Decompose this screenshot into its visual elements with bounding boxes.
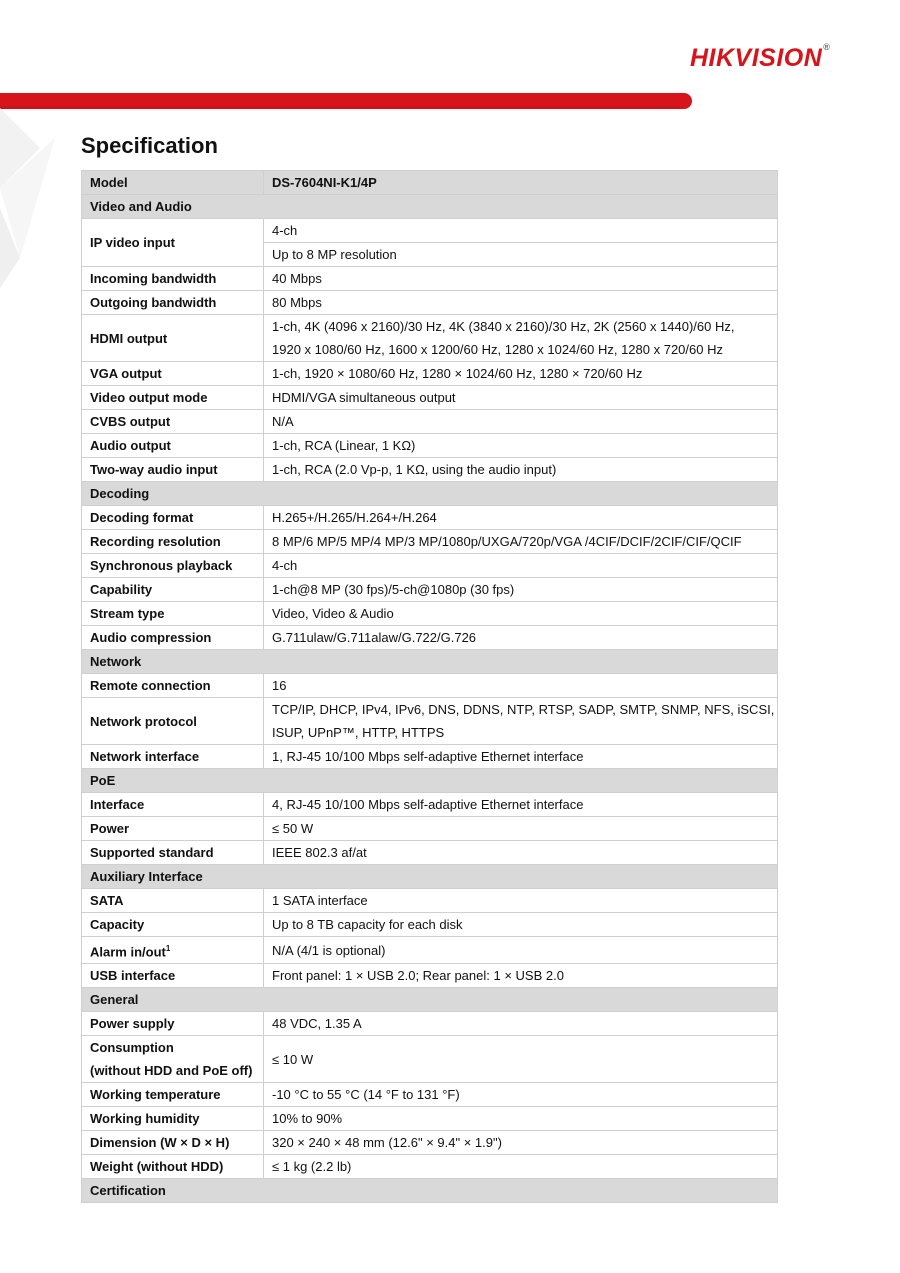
row-value <box>264 291 778 315</box>
section-header-row <box>82 769 778 793</box>
row-label <box>82 937 264 964</box>
row-value <box>264 602 778 626</box>
row-label-text: Decoding format <box>90 510 194 525</box>
table-row <box>82 889 778 913</box>
row-value <box>264 889 778 913</box>
page-title: Specification <box>81 133 218 158</box>
table-row <box>82 554 778 578</box>
row-label <box>82 1131 264 1155</box>
section-title: Network <box>82 650 778 674</box>
row-label-text: Network protocol <box>90 713 197 729</box>
row-value-line: Front panel: 1 × USB 2.0; Rear panel: 1 × USB 2.0 <box>272 968 564 984</box>
section-title: Certification <box>82 1179 778 1203</box>
header-band-shadow <box>0 106 680 112</box>
row-label <box>82 530 264 554</box>
section-title: PoE <box>82 769 778 793</box>
section-title: Decoding <box>82 482 778 506</box>
row-value <box>264 626 778 650</box>
row-value-line: 1, RJ-45 10/100 Mbps self-adaptive Ethernet interface <box>272 749 584 764</box>
table-row <box>82 913 778 937</box>
row-value-line: HDMI/VGA simultaneous output <box>272 390 456 405</box>
table-row <box>82 506 778 530</box>
section-header-row <box>82 650 778 674</box>
footnote-marker: 1 <box>165 944 171 953</box>
row-label-text: Power supply <box>90 1016 175 1032</box>
row-value-line: G.711ulaw/G.711alaw/G.722/G.726 <box>272 630 477 645</box>
row-value <box>264 530 778 554</box>
table-row <box>82 698 778 745</box>
row-label-text: Stream type <box>90 606 165 621</box>
row-label-text: Power <box>90 821 130 836</box>
row-value <box>264 315 778 362</box>
row-label <box>82 578 264 602</box>
row-value-line: 1-ch, 4K (4096 x 2160)/30 Hz, 4K (3840 x 2160)/30 Hz, 2K (2560 x 1440)/60 Hz, <box>272 319 735 334</box>
row-value <box>264 674 778 698</box>
row-label-text: Incoming bandwidth <box>90 271 217 286</box>
row-value-line: TCP/IP, DHCP, IPv4, IPv6, DNS, DDNS, NTP, RTSP, SADP, SMTP, SNMP, NFS, iSCSI, <box>272 702 775 717</box>
row-value <box>264 267 778 291</box>
row-value: Up to 8 MP resolution <box>264 243 778 267</box>
table-row <box>82 841 778 865</box>
section-header-row <box>82 1179 778 1203</box>
row-value: 4-ch <box>264 219 778 243</box>
hikvision-logo <box>690 44 830 73</box>
table-header-row <box>82 171 778 195</box>
row-value-line: N/A (4/1 is optional) <box>272 942 386 958</box>
table-row <box>82 1131 778 1155</box>
section-header-row <box>82 482 778 506</box>
row-label-text: Remote connection <box>90 678 211 693</box>
section-title: General <box>82 988 778 1012</box>
row-label-text: HDMI output <box>90 330 168 346</box>
row-label-text: Audio output <box>90 438 171 453</box>
row-label <box>82 602 264 626</box>
row-label <box>82 841 264 865</box>
table-row <box>82 937 778 964</box>
table-row <box>82 267 778 291</box>
row-label-text: Audio compression <box>90 630 212 645</box>
table-row <box>82 362 778 386</box>
row-value-line: 8 MP/6 MP/5 MP/4 MP/3 MP/1080p/UXGA/720p/VGA /4CIF/DCIF/2CIF/CIF/QCIF <box>272 534 742 549</box>
row-value <box>264 506 778 530</box>
row-value <box>264 793 778 817</box>
row-label-text: Supported standard <box>90 845 214 860</box>
row-label-text: Dimension (W × D × H) <box>90 1135 230 1151</box>
row-label-text: Network interface <box>90 749 200 764</box>
row-label <box>82 817 264 841</box>
row-label-text: Synchronous playback <box>90 558 233 573</box>
row-value <box>264 1131 778 1155</box>
row-label <box>82 889 264 913</box>
spec-table <box>81 170 778 1203</box>
table-row <box>82 291 778 315</box>
row-value-line: 4-ch <box>272 558 298 573</box>
row-value <box>264 410 778 434</box>
table-row <box>82 745 778 769</box>
row-label-text: Recording resolution <box>90 534 221 549</box>
row-label-text: Capacity <box>90 917 145 932</box>
row-value-line: 40 Mbps <box>272 271 322 286</box>
row-label-text: Capability <box>90 582 153 597</box>
row-label: IP video input <box>82 219 264 267</box>
table-row <box>82 602 778 626</box>
row-value-line: Up to 8 TB capacity for each disk <box>272 917 463 932</box>
row-value-line: 10% to 90% <box>272 1111 343 1127</box>
row-value <box>264 841 778 865</box>
row-label <box>82 315 264 362</box>
row-value-line: 320 × 240 × 48 mm (12.6" × 9.4" × 1.9") <box>272 1135 502 1151</box>
row-value-line: ≤ 50 W <box>272 821 314 836</box>
table-row <box>82 530 778 554</box>
table-row <box>82 434 778 458</box>
row-label-text: Outgoing bandwidth <box>90 295 217 310</box>
row-value-line: Video, Video & Audio <box>272 606 394 621</box>
section-header-row <box>82 988 778 1012</box>
row-value <box>264 964 778 988</box>
row-label <box>82 626 264 650</box>
row-label <box>82 1036 264 1083</box>
table-row <box>82 458 778 482</box>
model-label: Model <box>82 171 264 195</box>
row-value <box>264 578 778 602</box>
row-value <box>264 937 778 964</box>
row-value <box>264 386 778 410</box>
row-value-line: N/A <box>272 414 294 429</box>
row-label-text: Alarm in/out <box>90 944 166 960</box>
row-value-line: 1-ch@8 MP (30 fps)/5-ch@1080p (30 fps) <box>272 582 515 597</box>
row-label-text: Weight (without HDD) <box>90 1159 224 1175</box>
section-title: Video and Audio <box>82 195 778 219</box>
row-value-line: H.265+/H.265/H.264+/H.264 <box>272 510 437 525</box>
row-label <box>82 1012 264 1036</box>
row-value <box>264 1155 778 1179</box>
row-value <box>264 1107 778 1131</box>
row-value-line: 1-ch, RCA (Linear, 1 KΩ) <box>272 438 416 453</box>
registered-mark: ® <box>823 42 831 52</box>
row-label <box>82 506 264 530</box>
table-row <box>82 578 778 602</box>
row-label <box>82 291 264 315</box>
row-label-text-line2: (without HDD and PoE off) <box>90 1063 253 1079</box>
row-value-line: 16 <box>272 678 287 693</box>
row-value-line: 48 VDC, 1.35 A <box>272 1016 362 1032</box>
row-label-text: USB interface <box>90 968 176 984</box>
row-value-line: 1-ch, RCA (2.0 Vp-p, 1 KΩ, using the audio input) <box>272 462 557 477</box>
table-row <box>82 626 778 650</box>
table-row <box>82 315 778 362</box>
row-value-line: 1 SATA interface <box>272 893 368 908</box>
row-value <box>264 913 778 937</box>
row-label-text: SATA <box>90 893 124 908</box>
row-label <box>82 362 264 386</box>
row-value <box>264 1012 778 1036</box>
table-row <box>82 386 778 410</box>
row-value <box>264 362 778 386</box>
row-label <box>82 458 264 482</box>
row-label-text: CVBS output <box>90 414 171 429</box>
row-label <box>82 554 264 578</box>
row-value <box>264 458 778 482</box>
row-label <box>82 745 264 769</box>
row-label <box>82 1107 264 1131</box>
section-title: Auxiliary Interface <box>82 865 778 889</box>
row-label <box>82 913 264 937</box>
row-value <box>264 1083 778 1107</box>
row-label-text: Consumption <box>90 1040 174 1056</box>
row-label-text: Working temperature <box>90 1087 221 1103</box>
row-value <box>264 817 778 841</box>
row-value <box>264 434 778 458</box>
row-label <box>82 1155 264 1179</box>
table-row <box>82 964 778 988</box>
section-header-row <box>82 195 778 219</box>
row-value <box>264 1036 778 1083</box>
row-value-line: 4, RJ-45 10/100 Mbps self-adaptive Ethernet interface <box>272 797 584 812</box>
table-row <box>82 1083 778 1107</box>
table-row <box>82 1107 778 1131</box>
row-label <box>82 674 264 698</box>
row-label <box>82 386 264 410</box>
table-row <box>82 1155 778 1179</box>
row-value-line: 80 Mbps <box>272 295 322 310</box>
table-row <box>82 1036 778 1083</box>
table-row <box>82 817 778 841</box>
decorative-triangles <box>0 108 80 288</box>
row-label-text: Interface <box>90 797 145 812</box>
row-label-text: VGA output <box>90 366 162 381</box>
row-label <box>82 793 264 817</box>
table-row <box>82 1012 778 1036</box>
row-value-line: ISUP, UPnP™, HTTP, HTTPS <box>272 725 445 740</box>
row-value-line: ≤ 10 W <box>272 1051 314 1067</box>
table-row <box>82 793 778 817</box>
row-value-line: IEEE 802.3 af/at <box>272 845 367 860</box>
row-value-line: ≤ 1 kg (2.2 lb) <box>272 1159 352 1175</box>
row-label-text: Video output mode <box>90 390 208 405</box>
model-value: DS-7604NI-K1/4P <box>264 171 778 195</box>
row-label <box>82 1083 264 1107</box>
row-label-text: Two-way audio input <box>90 462 218 477</box>
row-value <box>264 745 778 769</box>
table-row <box>82 410 778 434</box>
table-row <box>82 219 778 243</box>
row-label <box>82 698 264 745</box>
row-label-text: Working humidity <box>90 1111 200 1127</box>
row-value-line: 1-ch, 1920 × 1080/60 Hz, 1280 × 1024/60 Hz, 1280 × 720/60 Hz <box>272 366 643 381</box>
row-label <box>82 964 264 988</box>
row-value-line: 1920 x 1080/60 Hz, 1600 x 1200/60 Hz, 1280 x 1024/60 Hz, 1280 x 720/60 Hz <box>272 342 723 357</box>
logo-text: HIKVISION <box>690 44 823 72</box>
row-value <box>264 554 778 578</box>
row-value <box>264 698 778 745</box>
row-label <box>82 410 264 434</box>
section-header-row <box>82 865 778 889</box>
row-label <box>82 267 264 291</box>
table-row <box>82 674 778 698</box>
row-label <box>82 434 264 458</box>
row-value-line: -10 °C to 55 °C (14 °F to 131 °F) <box>272 1087 460 1103</box>
